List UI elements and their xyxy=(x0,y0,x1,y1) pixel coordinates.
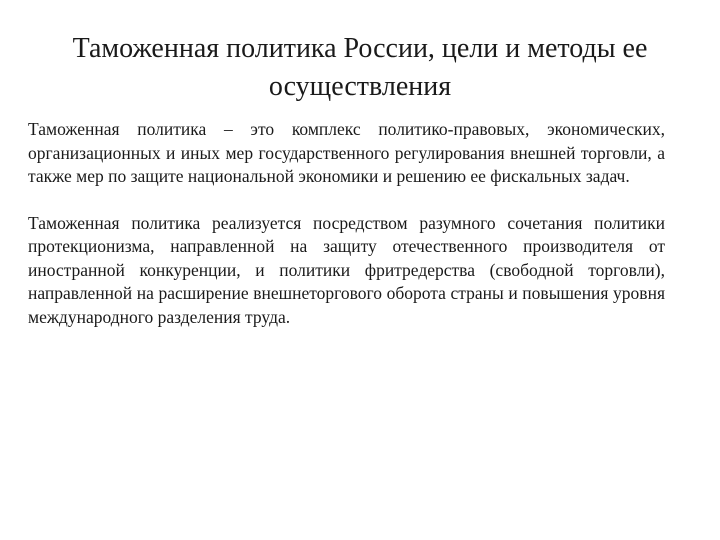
slide-body xyxy=(28,118,665,329)
slide-title: Таможенная политика России, цели и методы ее осуществления xyxy=(72,33,648,102)
paragraph-implementation: Таможенная политика реализуется посредством разумного сочетания политики протекционизма, направленной на защиту отечественного производителя от иностранной конкуренции, и политики фритредерства (свободной торговли), направленной на расширение внешнеторгового оборота страны и повышения уровня международного разделения труда. xyxy=(28,212,665,327)
paragraph-definition: Таможенная политика – это комплекс политико-правовых, экономических, организационных и иных мер государственного регулирования внешней торговли, а также мер по защите национальной экономики и решению ее фискальных задач. xyxy=(28,119,665,186)
